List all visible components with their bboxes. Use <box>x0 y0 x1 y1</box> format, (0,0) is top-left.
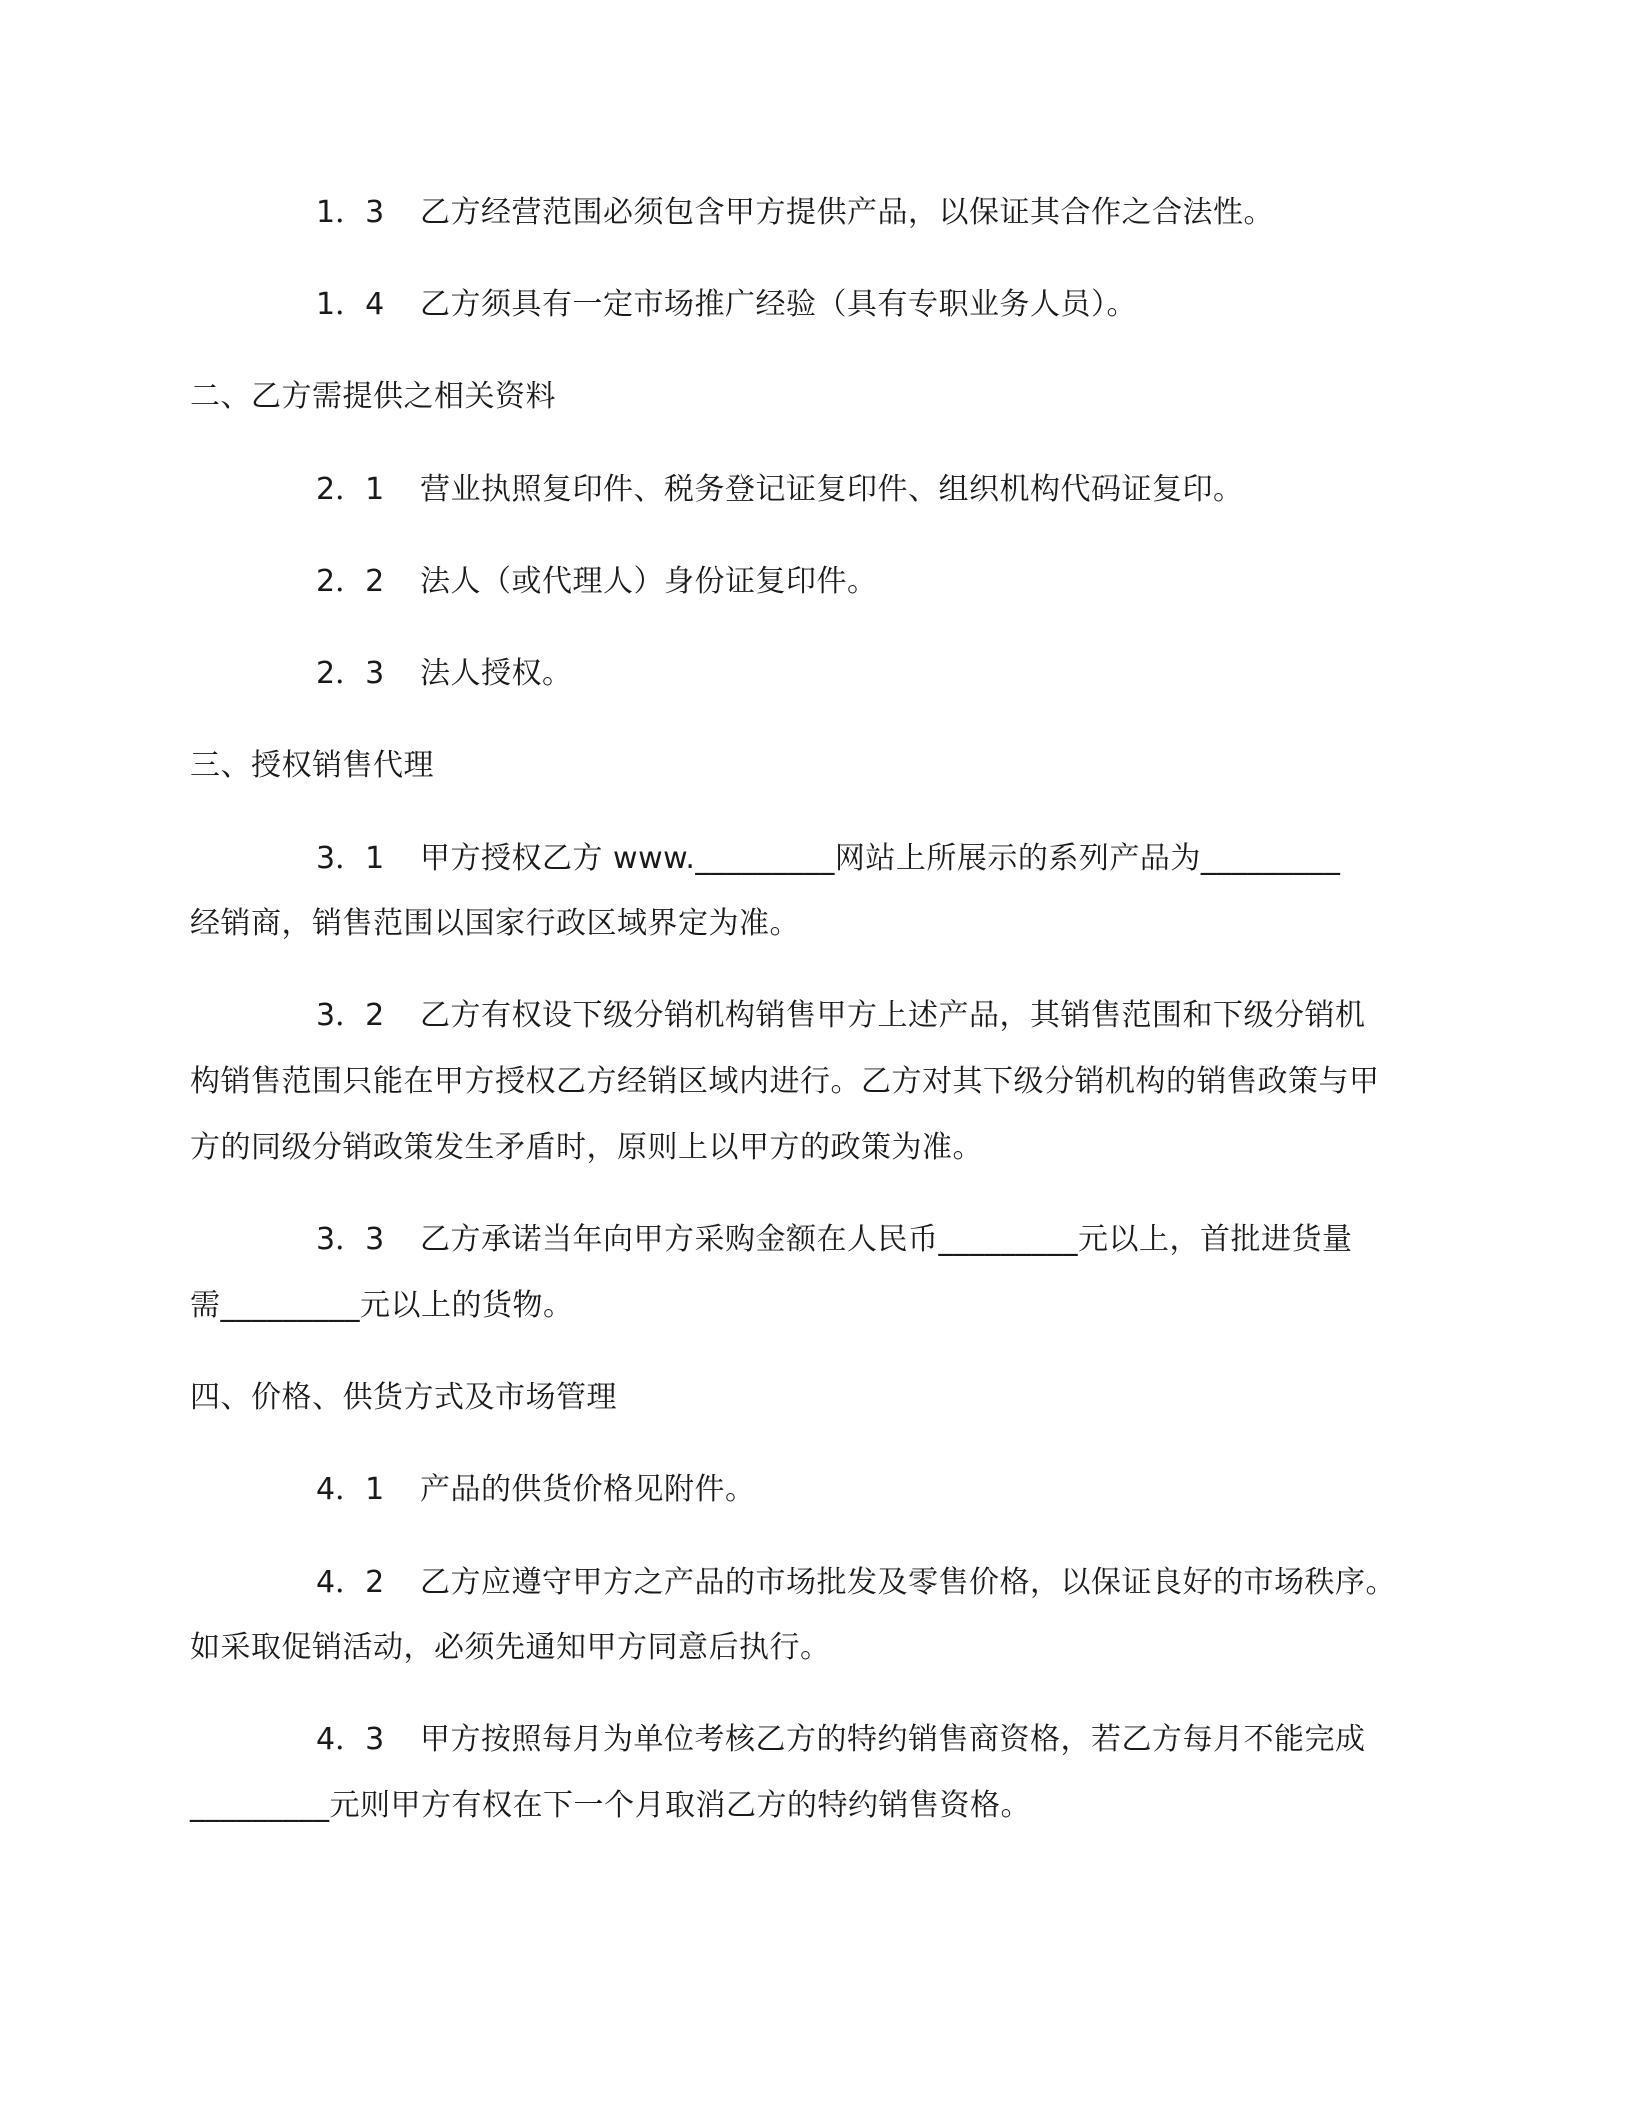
clause-text: 法人（或代理人）身份证复印件。 <box>420 564 878 599</box>
clause-4-1 <box>316 1470 756 1510</box>
clause-number: 4．3 <box>316 1722 385 1757</box>
clause-text: 营业执照复印件、税务登记证复印件、组织机构代码证复印。 <box>420 472 1244 507</box>
clause-number: 2．2 <box>316 564 385 599</box>
clause-2-2 <box>316 562 878 602</box>
clause-text: 乙方有权设下级分销机构销售甲方上述产品，其销售范围和下级分销机 <box>420 998 1366 1033</box>
clause-1-3 <box>316 193 1274 233</box>
clause-3-2-line-1 <box>316 996 1366 1036</box>
clause-number: 3．3 <box>316 1222 385 1257</box>
clause-number: 2．1 <box>316 472 385 507</box>
clause-number: 1．3 <box>316 195 385 230</box>
clause-text: 乙方承诺当年向甲方采购金额在人民币_________元以上，首批进货量 <box>420 1222 1353 1257</box>
clause-4-3-line-1 <box>316 1720 1366 1760</box>
clause-2-3 <box>316 654 573 694</box>
section-heading-4: 四、价格、供货方式及市场管理 <box>190 1380 617 1415</box>
clause-number: 3．1 <box>316 841 385 876</box>
clause-4-2-line-1 <box>316 1563 1396 1603</box>
clause-number: 4．1 <box>316 1472 385 1507</box>
clause-text: 法人授权。 <box>420 656 573 691</box>
clause-3-3-line-2: 需_________元以上的货物。 <box>190 1288 574 1323</box>
clause-4-3-line-2: _________元则甲方有权在下一个月取消乙方的特约销售资格。 <box>190 1788 1031 1823</box>
clause-text: 乙方应遵守甲方之产品的市场批发及零售价格，以保证良好的市场秩序。 <box>420 1565 1396 1600</box>
section-heading-2: 二、乙方需提供之相关资料 <box>190 379 556 414</box>
section-heading-3: 三、授权销售代理 <box>190 748 434 783</box>
clause-3-2-line-3: 方的同级分销政策发生矛盾时，原则上以甲方的政策为准。 <box>190 1130 983 1165</box>
clause-4-2-line-2: 如采取促销活动，必须先通知甲方同意后执行。 <box>190 1630 831 1665</box>
clause-2-1 <box>316 470 1244 510</box>
clause-number: 1．4 <box>316 287 385 322</box>
clause-3-3-line-1 <box>316 1220 1353 1260</box>
clause-3-1-line-2: 经销商，销售范围以国家行政区域界定为准。 <box>190 906 800 941</box>
clause-3-2-line-2: 构销售范围只能在甲方授权乙方经销区域内进行。乙方对其下级分销机构的销售政策与甲 <box>190 1064 1380 1099</box>
clause-1-4 <box>316 285 1137 325</box>
clause-text: 乙方须具有一定市场推广经验（具有专职业务人员）。 <box>420 287 1137 322</box>
clause-text: 乙方经营范围必须包含甲方提供产品，以保证其合作之合法性。 <box>420 195 1274 230</box>
clause-text: 甲方按照每月为单位考核乙方的特约销售商资格，若乙方每月不能完成 <box>420 1722 1366 1757</box>
clause-number: 2．3 <box>316 656 385 691</box>
clause-number: 3．2 <box>316 998 385 1033</box>
clause-number: 4．2 <box>316 1565 385 1600</box>
clause-text: 产品的供货价格见附件。 <box>420 1472 756 1507</box>
clause-text: 甲方授权乙方 www._________网站上所展示的系列产品为_________ <box>420 841 1341 876</box>
clause-3-1-line-1 <box>316 839 1340 879</box>
